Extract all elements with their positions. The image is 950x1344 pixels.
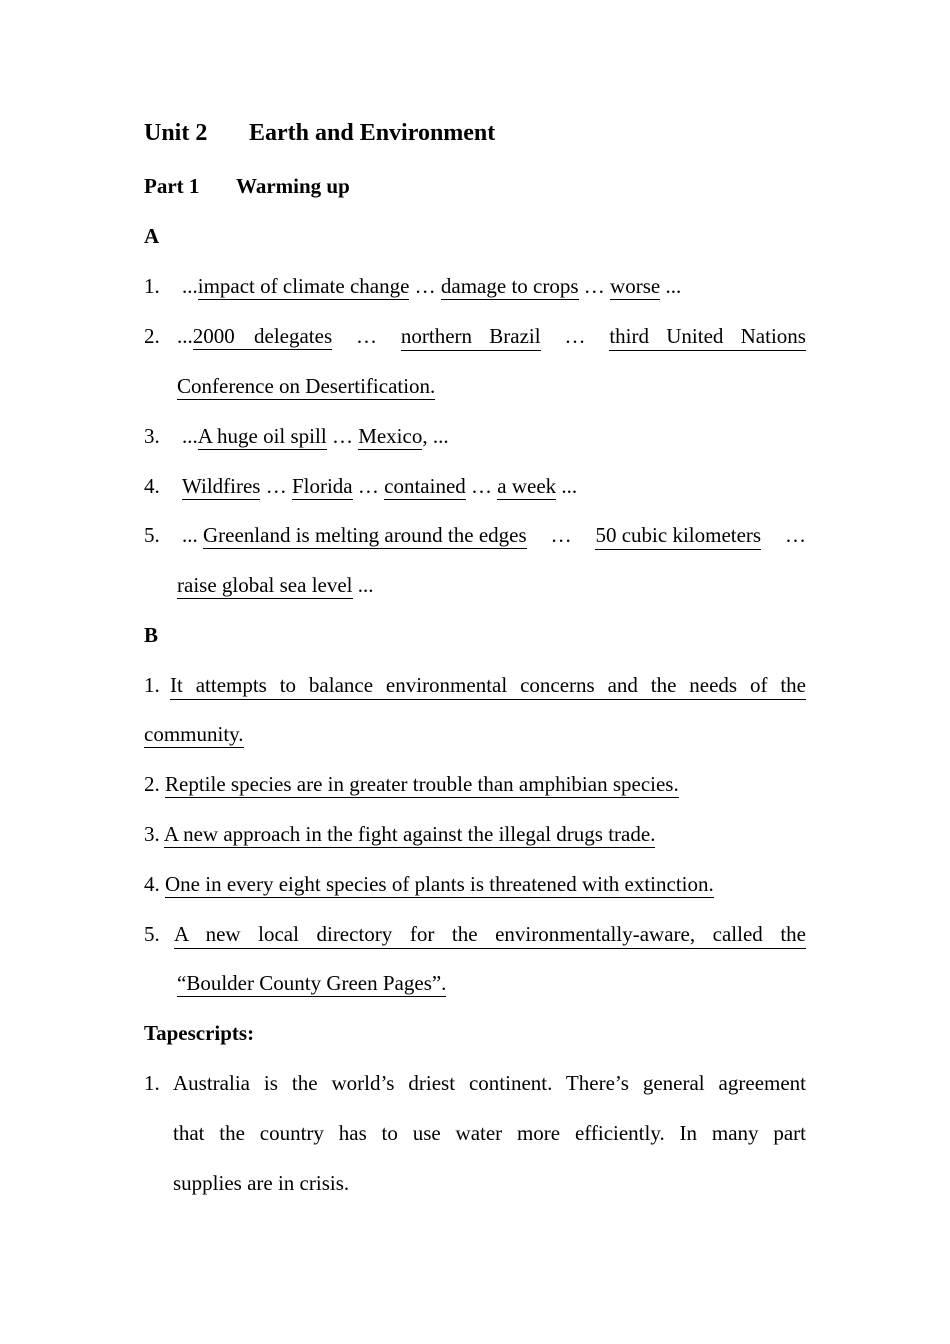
- b-item-2: [144, 771, 679, 797]
- a-item-1: [182, 273, 681, 299]
- b-item-3-num: 3.: [144, 822, 160, 846]
- unit-title: Earth and Environment: [249, 120, 496, 146]
- a3-text-4: , ...: [422, 424, 449, 448]
- a4-answer-2: Florida: [291, 474, 353, 498]
- a1-text-6: ...: [660, 274, 682, 298]
- a5-tail: ...: [352, 573, 374, 597]
- a-item-2-line-1: [177, 323, 806, 351]
- tapescripts-heading: Tapescripts:: [144, 1021, 255, 1045]
- a-item-3-num: 3.: [144, 424, 160, 448]
- b-item-1-num: 1.: [144, 673, 160, 697]
- unit-heading: [144, 120, 207, 146]
- b-item-5-line-2: [177, 970, 446, 996]
- tapescript-1-line-2: that the country has to use water more efficiently. In many part: [173, 1121, 806, 1145]
- a3-text-2: …: [326, 424, 359, 448]
- a4-text-3: …: [352, 474, 385, 498]
- b-item-4: [144, 871, 714, 897]
- a4-answer-3: contained: [384, 474, 466, 498]
- part-title: Warming up: [236, 174, 350, 198]
- a-item-1-num: 1.: [144, 274, 160, 298]
- a4-answer-1: Wildfires: [182, 474, 261, 498]
- b-item-3: [144, 821, 655, 847]
- section-a-heading: A: [144, 224, 160, 248]
- a-item-5-line-2: [177, 572, 374, 598]
- a2-answer-3: third United Nations: [609, 323, 806, 351]
- b-item-1-line-1: [170, 672, 806, 700]
- b2-answer: Reptile species are in greater trouble than amphibian species.: [165, 772, 679, 796]
- a1-answer-1: impact of climate change: [197, 274, 410, 298]
- a2-ellipsis-2: …: [564, 324, 586, 348]
- tapescript-1-num: 1.: [144, 1071, 160, 1095]
- a-item-5-num: 5.: [144, 523, 160, 547]
- b5-answer: A new local directory for the environmentally-aware, called the: [174, 921, 806, 949]
- a2-answer-1: 2000 delegates: [192, 324, 333, 348]
- b-item-2-num: 2.: [144, 772, 160, 796]
- a3-answer-2: Mexico: [358, 424, 423, 448]
- b4-answer: One in every eight species of plants is threatened with extinction.: [165, 872, 714, 896]
- a-item-4: [182, 473, 577, 499]
- a5-ellipsis-2: …: [785, 523, 806, 547]
- b-item-1-line-2: [144, 721, 244, 747]
- a3-answer-1: A huge oil spill: [197, 424, 327, 448]
- b-item-5-num: 5.: [144, 922, 160, 946]
- a-item-2-line-2: [177, 373, 435, 399]
- a5-answer-3: raise global sea level: [177, 573, 353, 597]
- a4-answer-4: a week: [497, 474, 557, 498]
- b5-answer-cont: “Boulder County Green Pages”.: [177, 971, 447, 995]
- tapescript-1-line-3: supplies are in crisis.: [173, 1171, 350, 1195]
- section-b-heading: B: [144, 623, 159, 647]
- a1-answer-3: worse: [610, 274, 661, 298]
- a3-text-0: ...: [182, 424, 198, 448]
- b1-answer: It attempts to balance environmental concerns and the needs of the: [170, 672, 806, 700]
- b-item-4-num: 4.: [144, 872, 160, 896]
- a-item-2-num: 2.: [144, 324, 160, 348]
- b-item-5-line-1: [174, 921, 806, 949]
- a1-text-0: ...: [182, 274, 198, 298]
- a4-text-7: ...: [556, 474, 578, 498]
- a5-text-0: ...: [182, 523, 203, 547]
- a2-ellipsis-1: …: [356, 324, 377, 348]
- a4-text-5: …: [465, 474, 498, 498]
- a2-answer-3-cont: Conference on Desertification.: [177, 374, 436, 398]
- a-item-5-line-1: [182, 522, 806, 550]
- a1-text-2: …: [409, 274, 441, 298]
- a1-answer-2: damage to crops: [440, 274, 579, 298]
- tapescript-1-line-1: Australia is the world’s driest continent. There’s general agreement: [173, 1071, 806, 1095]
- a-item-4-num: 4.: [144, 474, 160, 498]
- a1-text-4: …: [578, 274, 611, 298]
- a2-answer-2: northern Brazil: [401, 323, 541, 351]
- part-label: Part 1: [144, 174, 200, 198]
- a5-answer-1: Greenland is melting around the edges: [203, 523, 527, 547]
- a2-text-0: ...: [177, 324, 193, 348]
- a4-text-1: …: [260, 474, 292, 498]
- unit-label: Unit 2: [144, 120, 208, 146]
- b1-answer-cont: community.: [144, 722, 244, 746]
- b3-answer: A new approach in the fight against the illegal drugs trade.: [163, 822, 656, 846]
- a-item-3: [182, 423, 449, 449]
- a5-answer-2: 50 cubic kilometers: [595, 522, 761, 550]
- a5-ellipsis-1: …: [550, 523, 572, 547]
